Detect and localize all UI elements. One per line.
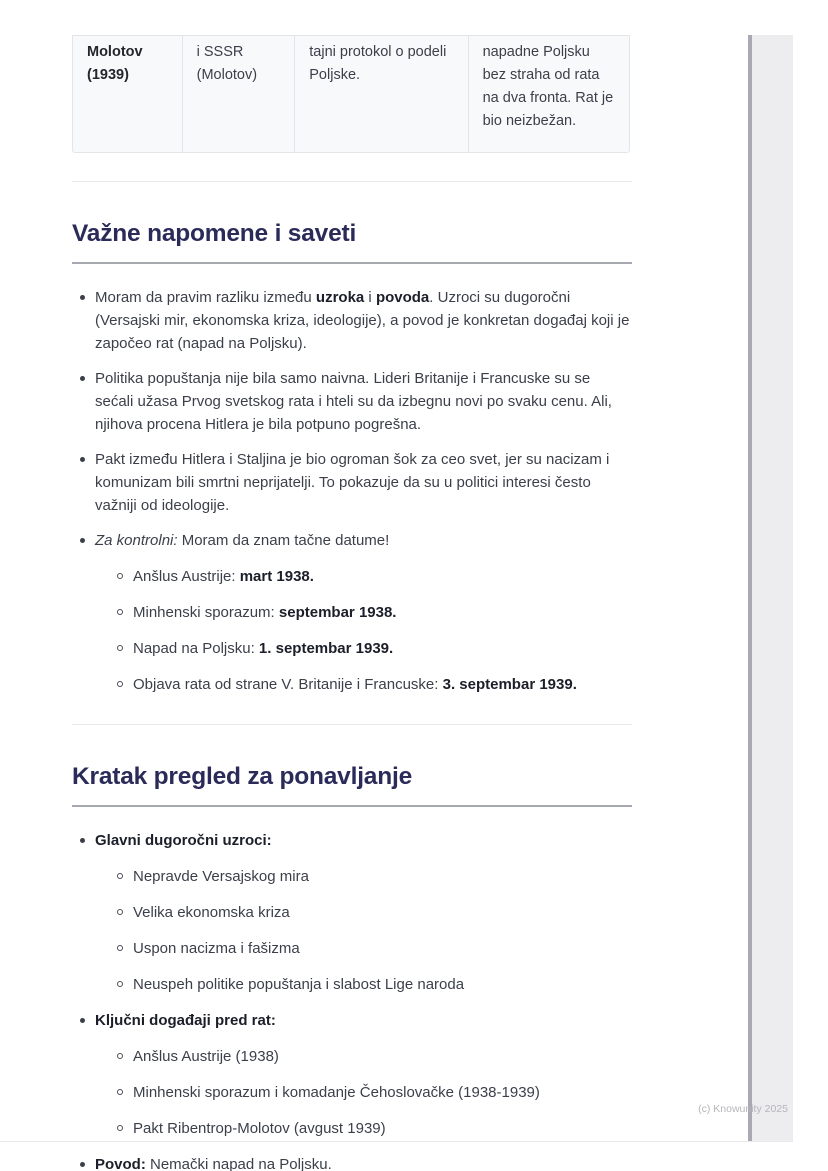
table-cell-consequence: napadne Poljsku bez straha od rata na dva fronta. Rat je bio neizbežan. xyxy=(482,44,614,129)
date-value: septembar 1938. xyxy=(278,604,397,621)
note-bold: uzroka xyxy=(315,289,365,306)
review-list xyxy=(72,829,632,1171)
table-cell-content: tajni protokol o podeli Poljske. xyxy=(295,36,468,152)
note-text: Moram da znam tačne datume! xyxy=(177,532,390,549)
list-item: Politika popuštanja nije bila samo naivna. Lideri Britanije i Francuske su se sećali užasa Prvog svetskog rata i hteli su da izbegnu novi po svaku cenu. Ali, njihova procena Hitlera je bila potpuno pogrešna. xyxy=(72,367,632,436)
list-item xyxy=(72,1153,632,1171)
list-item xyxy=(72,286,632,355)
notes-list xyxy=(72,286,632,696)
list-item: Minhenski sporazum i komadanje Čehoslovačke (1938-1939) xyxy=(95,1081,632,1104)
table-cell-parties: i SSSR (Molotov) xyxy=(183,36,296,152)
section-divider xyxy=(72,181,632,182)
note-text: Nemački napad na Poljsku. xyxy=(145,1156,332,1171)
date-value: 3. septembar 1939. xyxy=(442,676,577,693)
note-text: Moram da pravim razliku između xyxy=(95,289,316,306)
causes-sublist xyxy=(95,865,632,996)
document-page xyxy=(72,35,632,1171)
date-value: mart 1938. xyxy=(239,568,314,585)
note-text: i xyxy=(364,289,376,306)
note-text: . Uzroci su dugoročni (Versajski mir, ekonomska kriza, ideologije), a povod je konkretan događaj koji je započeo rat (napad na Poljsku). xyxy=(95,289,630,352)
group-label: Glavni dugoročni uzroci: xyxy=(95,832,272,849)
date-label: Objava rata od strane V. Britanije i Francuske: xyxy=(133,676,443,693)
list-item: Nepravde Versajskog mira xyxy=(95,865,632,888)
page-bottom-edge xyxy=(0,1141,793,1142)
date-label: Minhenski sporazum: xyxy=(133,604,279,621)
list-item xyxy=(95,565,632,588)
list-item xyxy=(95,637,632,660)
group-label: Povod: xyxy=(95,1156,146,1171)
dates-sublist xyxy=(95,565,632,696)
list-item: Uspon nacizma i fašizma xyxy=(95,937,632,960)
date-label: Anšlus Austrije: xyxy=(133,568,240,585)
list-item: Neuspeh politike popuštanja i slabost Lige naroda xyxy=(95,973,632,996)
list-item: Anšlus Austrije (1938) xyxy=(95,1045,632,1068)
list-item xyxy=(72,829,632,996)
section-title-review: Kratak pregled za ponavljanje xyxy=(72,761,632,807)
date-value: 1. septembar 1939. xyxy=(258,640,394,657)
watermark: (c) Knowunity 2025 xyxy=(698,1103,788,1115)
date-label: Napad na Poljsku: xyxy=(133,640,259,657)
list-item xyxy=(72,1009,632,1140)
section-divider xyxy=(72,724,632,725)
list-item: Velika ekonomska kriza xyxy=(95,901,632,924)
note-italic: Za kontrolni: xyxy=(95,532,178,549)
table-row xyxy=(72,35,630,153)
section-title-notes: Važne napomene i saveti xyxy=(72,218,632,264)
list-item: Pakt Ribentrop-Molotov (avgust 1939) xyxy=(95,1117,632,1140)
table-cell-pact: Molotov (1939) xyxy=(73,36,183,152)
note-bold: povoda xyxy=(375,289,430,306)
list-item: Pakt između Hitlera i Staljina je bio ogroman šok za ceo svet, jer su nacizam i komunizam bili smrtni neprijatelji. To pokazuje da su u politici interesi često važniji od ideologije. xyxy=(72,448,632,517)
list-item xyxy=(95,673,632,696)
group-label: Ključni događaji pred rat: xyxy=(95,1012,276,1029)
list-item xyxy=(95,601,632,624)
list-item xyxy=(72,529,632,696)
scrollbar-track[interactable] xyxy=(748,35,793,1141)
events-sublist xyxy=(95,1045,632,1140)
